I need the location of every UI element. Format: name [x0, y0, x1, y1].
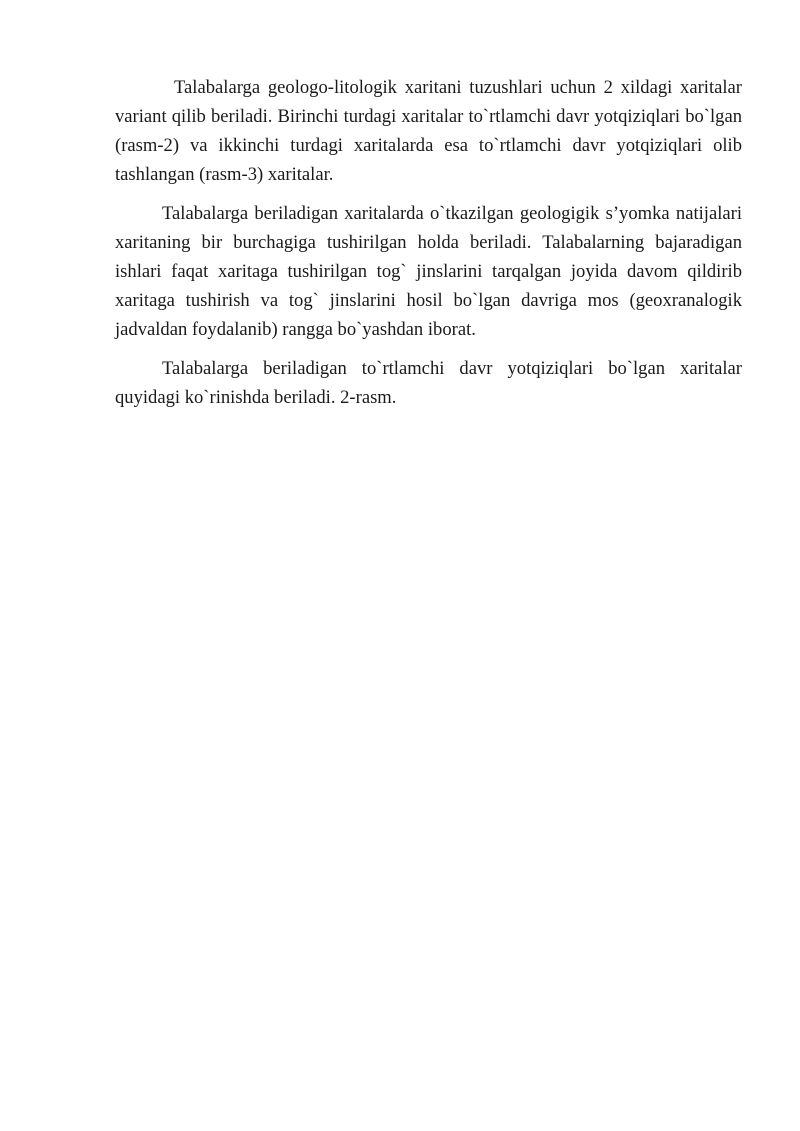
paragraph-figure-intro: Talabalarga beriladigan to`rtlamchi davr yotqiziqlari bo`lgan xaritalar quyidagi ko`rinishda beriladi. 2-rasm. — [115, 358, 742, 408]
body-text — [115, 73, 742, 422]
paragraph-student-tasks: Talabalarga beriladigan xaritalarda o`tkazilgan geologigik s’yomka natijalari xaritaning bir burchagiga tushirilgan holda beriladi. Talabalarning bajaradigan ishlari faqat xaritaga tushirilgan tog` jinslarini tarqalgan joyida davom qildirib xaritaga tushirish va tog` jinslarini hosil bo`lgan davriga mos (geoxranalogik jadvaldan foydalanib) rangga bo`yashdan iborat. — [115, 203, 742, 340]
paragraph-map-types: Talabalarga geologo-litologik xaritani tuzushlari uchun 2 xildagi xaritalar variant qilib beriladi. Birinchi turdagi xaritalar to`rtlamchi davr yotqiziqlari bo`lgan (rasm-2) va ikkinchi turdagi xaritalarda esa to`rtlamchi davr yotqiziqlari olib tashlangan (rasm-3) xaritalar. — [115, 77, 742, 185]
